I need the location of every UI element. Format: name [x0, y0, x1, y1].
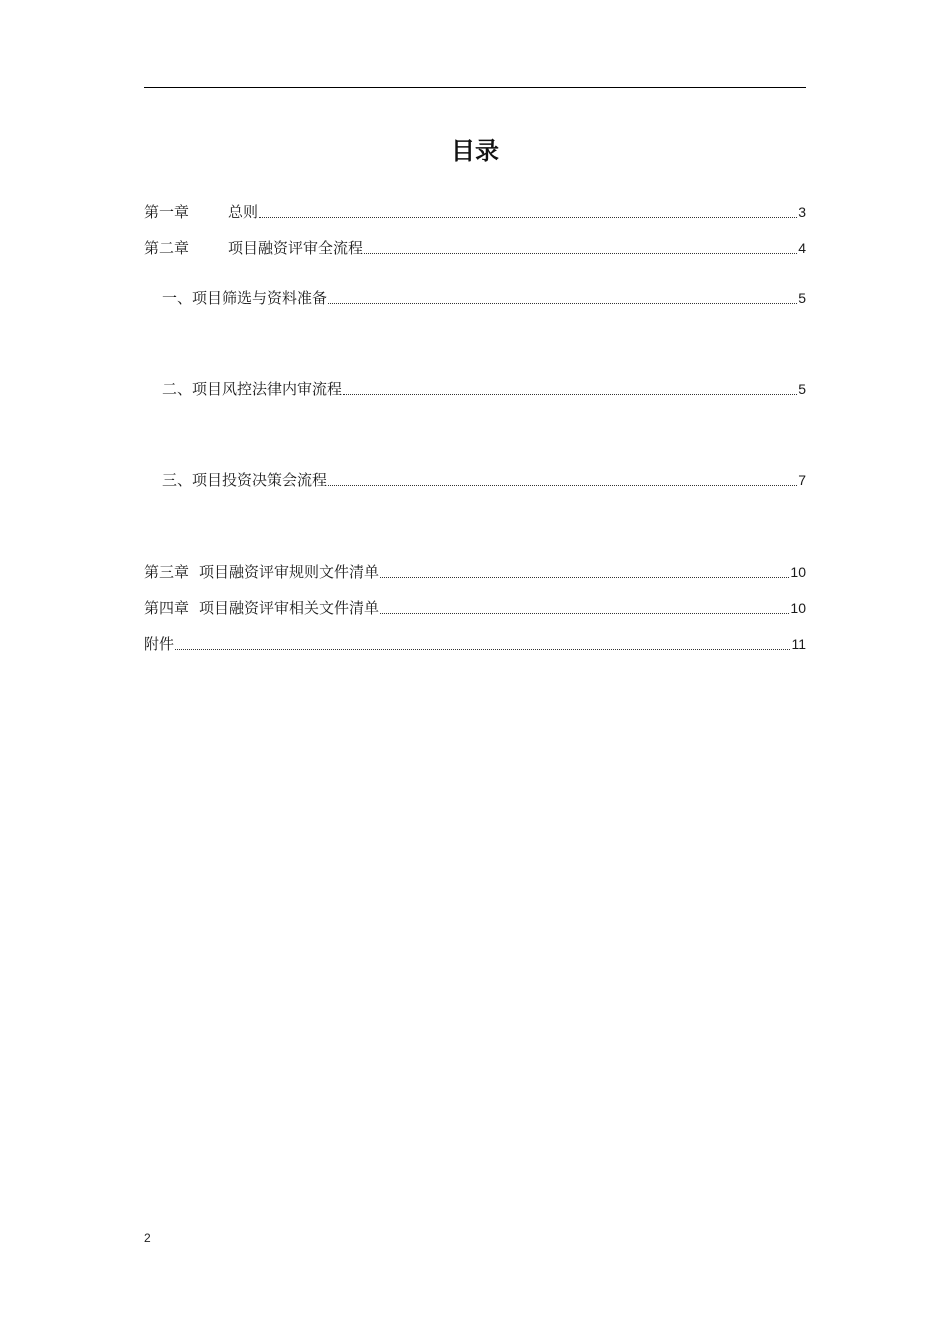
toc-chapter-number: 第四章: [144, 599, 190, 617]
toc-entry-label: 项目融资评审全流程: [228, 239, 364, 257]
toc-entry-label: 总则: [228, 203, 259, 221]
toc-dot-leader: [380, 597, 789, 619]
toc-entry-chapter-4[interactable]: [144, 597, 806, 619]
toc-page-number: 11: [791, 636, 806, 652]
toc-dot-leader: [364, 237, 797, 259]
toc-entry-section-3[interactable]: [162, 469, 806, 491]
toc-entry-chapter-2[interactable]: [144, 237, 806, 259]
toc-chapter-number: 第一章: [144, 203, 190, 221]
toc-entry-label: 二、项目风控法律内审流程: [162, 380, 343, 398]
toc-dot-leader: [328, 287, 797, 309]
toc-page-number: 5: [798, 290, 806, 306]
toc-dot-leader: [259, 201, 797, 223]
toc-page-number: 10: [790, 564, 806, 580]
toc-dot-leader: [328, 469, 797, 491]
toc-chapter-number: 第二章: [144, 239, 190, 257]
toc-entry-label: 三、项目投资决策会流程: [162, 471, 328, 489]
toc-entry-section-2[interactable]: [162, 378, 806, 400]
toc-dot-leader: [380, 561, 789, 583]
toc-dot-leader: [343, 378, 797, 400]
toc-entry-label: 项目融资评审相关文件清单: [199, 599, 380, 617]
toc-entry-label: 一、项目筛选与资料准备: [162, 289, 328, 307]
toc-entry-chapter-1[interactable]: [144, 201, 806, 223]
toc-entry-label: 附件: [144, 635, 175, 653]
toc-page-number: 4: [798, 240, 806, 256]
toc-page-number: 3: [798, 204, 806, 220]
toc-chapter-number: 第三章: [144, 563, 190, 581]
header-rule: [144, 87, 806, 88]
page-title: 目录: [451, 137, 499, 165]
toc-page-number: 10: [790, 600, 806, 616]
toc-dot-leader: [175, 633, 790, 655]
footer-page-number: 2: [144, 1231, 151, 1245]
toc-entry-label: 项目融资评审规则文件清单: [199, 563, 380, 581]
toc-entry-section-1[interactable]: [162, 287, 806, 309]
toc-page-number: 7: [798, 472, 806, 488]
toc-page-number: 5: [798, 381, 806, 397]
toc-entry-chapter-3[interactable]: [144, 561, 806, 583]
toc-entry-attachments[interactable]: [144, 633, 806, 655]
